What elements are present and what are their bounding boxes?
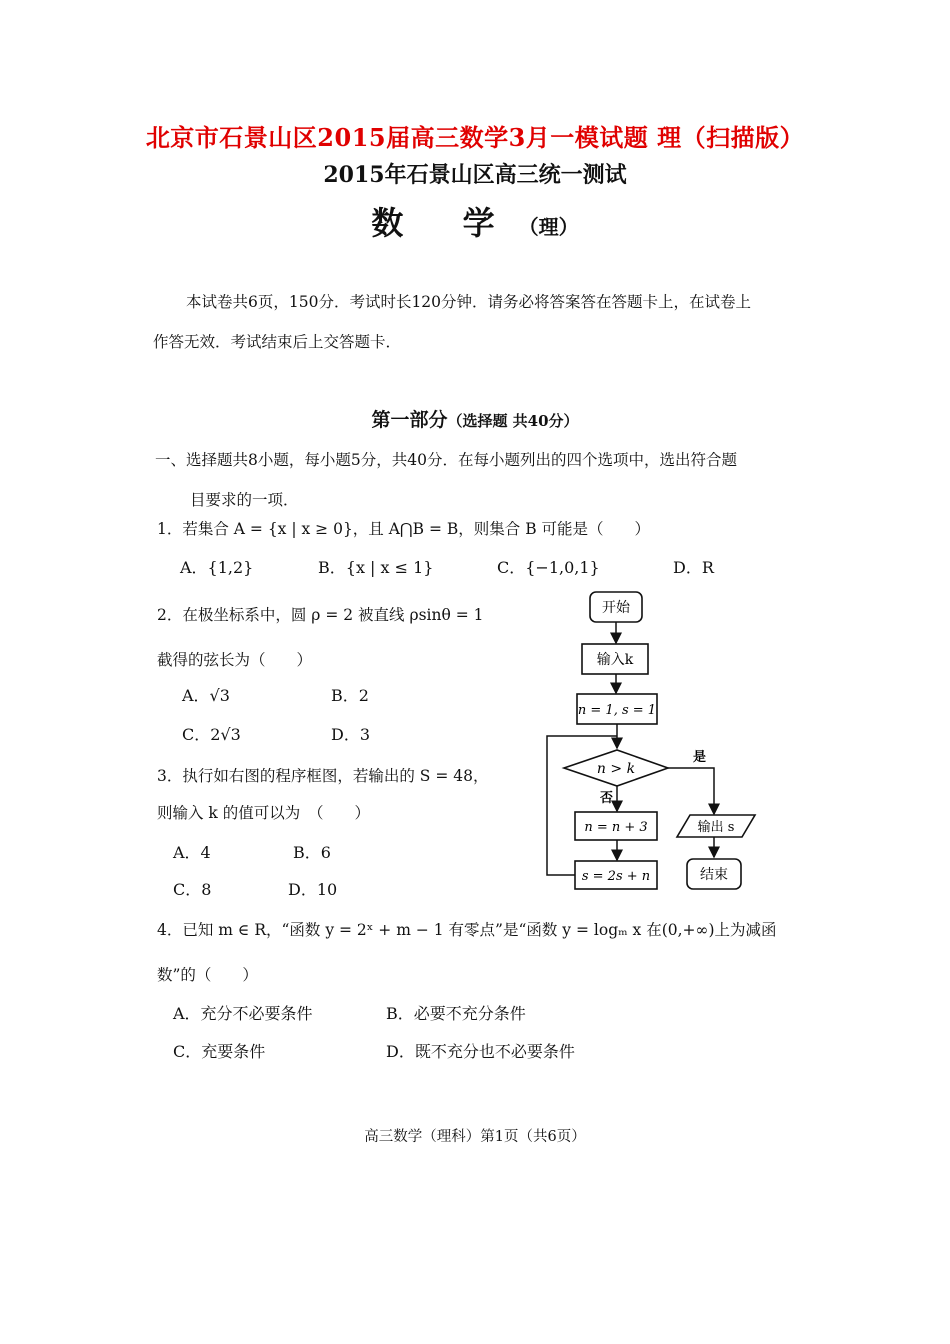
flowchart-yes-arrow <box>668 768 714 814</box>
question-4-stem-line-2: 数”的（ ） <box>157 966 258 984</box>
question-2-option-c: C．2√3 <box>182 725 241 744</box>
flowchart-input-label: 输入k <box>596 652 634 668</box>
question-1-option-b: B．{x | x ≤ 1} <box>318 558 434 577</box>
question-1-stem: 1．若集合 A = {x | x ≥ 0}，且 A⋂B = B，则集合 B 可能是（ ） <box>157 520 651 538</box>
question-3-option-c: C．8 <box>173 880 212 899</box>
subject-heading <box>0 198 950 244</box>
flowchart-start-label: 开始 <box>602 600 630 616</box>
exam-title: 2015年石景山区高三统一测试 <box>323 162 627 188</box>
flowchart-end-label: 结束 <box>700 867 728 883</box>
question-4-stem-line-1: 4．已知 m ∈ R，“函数 y = 2ˣ + m − 1 有零点”是“函数 y = logₘ x 在(0,+∞)上为减函 <box>157 921 777 939</box>
question-1-option-d: D．R <box>673 558 714 577</box>
subject-note: （理） <box>518 215 579 239</box>
question-2-stem-line-1: 2．在极坐标系中，圆 ρ = 2 被直线 ρsinθ = 1 <box>157 606 484 624</box>
section-name: 第一部分 <box>371 409 448 431</box>
section-note: （选择题 共40分） <box>447 412 579 430</box>
question-4-option-c: C．充要条件 <box>173 1042 266 1061</box>
question-4-option-a: A．充分不必要条件 <box>173 1004 313 1023</box>
flowchart-decision-label: n > k <box>596 761 636 777</box>
flowchart-step-n-label: n = n + 3 <box>584 820 648 835</box>
flowchart-output-label: 输出 s <box>697 820 735 835</box>
section-intro-line-1: 一、选择题共8小题，每小题5分，共40分．在每小题列出的四个选项中，选出符合题 <box>155 451 737 469</box>
question-3-stem-line-2: 则输入 k 的值可以为 （ ） <box>157 804 370 822</box>
document-source-title: 北京市石景山区2015届高三数学3月一模试题 理（扫描版） <box>145 123 805 152</box>
flowchart-no-label: 否 <box>600 791 614 806</box>
question-3-option-d: D．10 <box>288 880 338 899</box>
subject-name: 数 学 <box>371 204 519 242</box>
question-2-option-d: D．3 <box>331 725 371 744</box>
question-2-option-a: A．√3 <box>182 686 230 705</box>
question-2-stem-line-2: 截得的弦长为（ ） <box>157 651 313 669</box>
flowchart-yes-label: 是 <box>693 750 707 765</box>
instructions-line-1: 本试卷共6页，150分．考试时长120分钟．请务必将答案答在答题卡上，在试卷上 <box>186 293 752 311</box>
question-3-option-b: B．6 <box>293 843 331 862</box>
section-title <box>0 405 950 432</box>
question-1-option-c: C．{−1,0,1} <box>497 558 600 577</box>
section-intro-line-2: 目要求的一项． <box>190 491 299 509</box>
page-footer: 高三数学（理科）第1页（共6页） <box>364 1129 586 1145</box>
question-3-option-a: A．4 <box>173 843 211 862</box>
instructions-line-2: 作答无效．考试结束后上交答题卡． <box>153 333 402 351</box>
question-1-option-a: A．{1,2} <box>180 558 254 577</box>
question-2-option-b: B．2 <box>331 686 369 705</box>
program-flowchart <box>540 585 770 895</box>
question-3-stem-line-1: 3．执行如右图的程序框图，若输出的 S = 48， <box>157 767 489 785</box>
flowchart-step-s-label: s = 2s + n <box>581 869 651 884</box>
flowchart-init-label: n = 1, s = 1 <box>577 703 657 718</box>
question-4-option-b: B．必要不充分条件 <box>386 1004 526 1023</box>
question-4-option-d: D．既不充分也不必要条件 <box>386 1042 575 1061</box>
